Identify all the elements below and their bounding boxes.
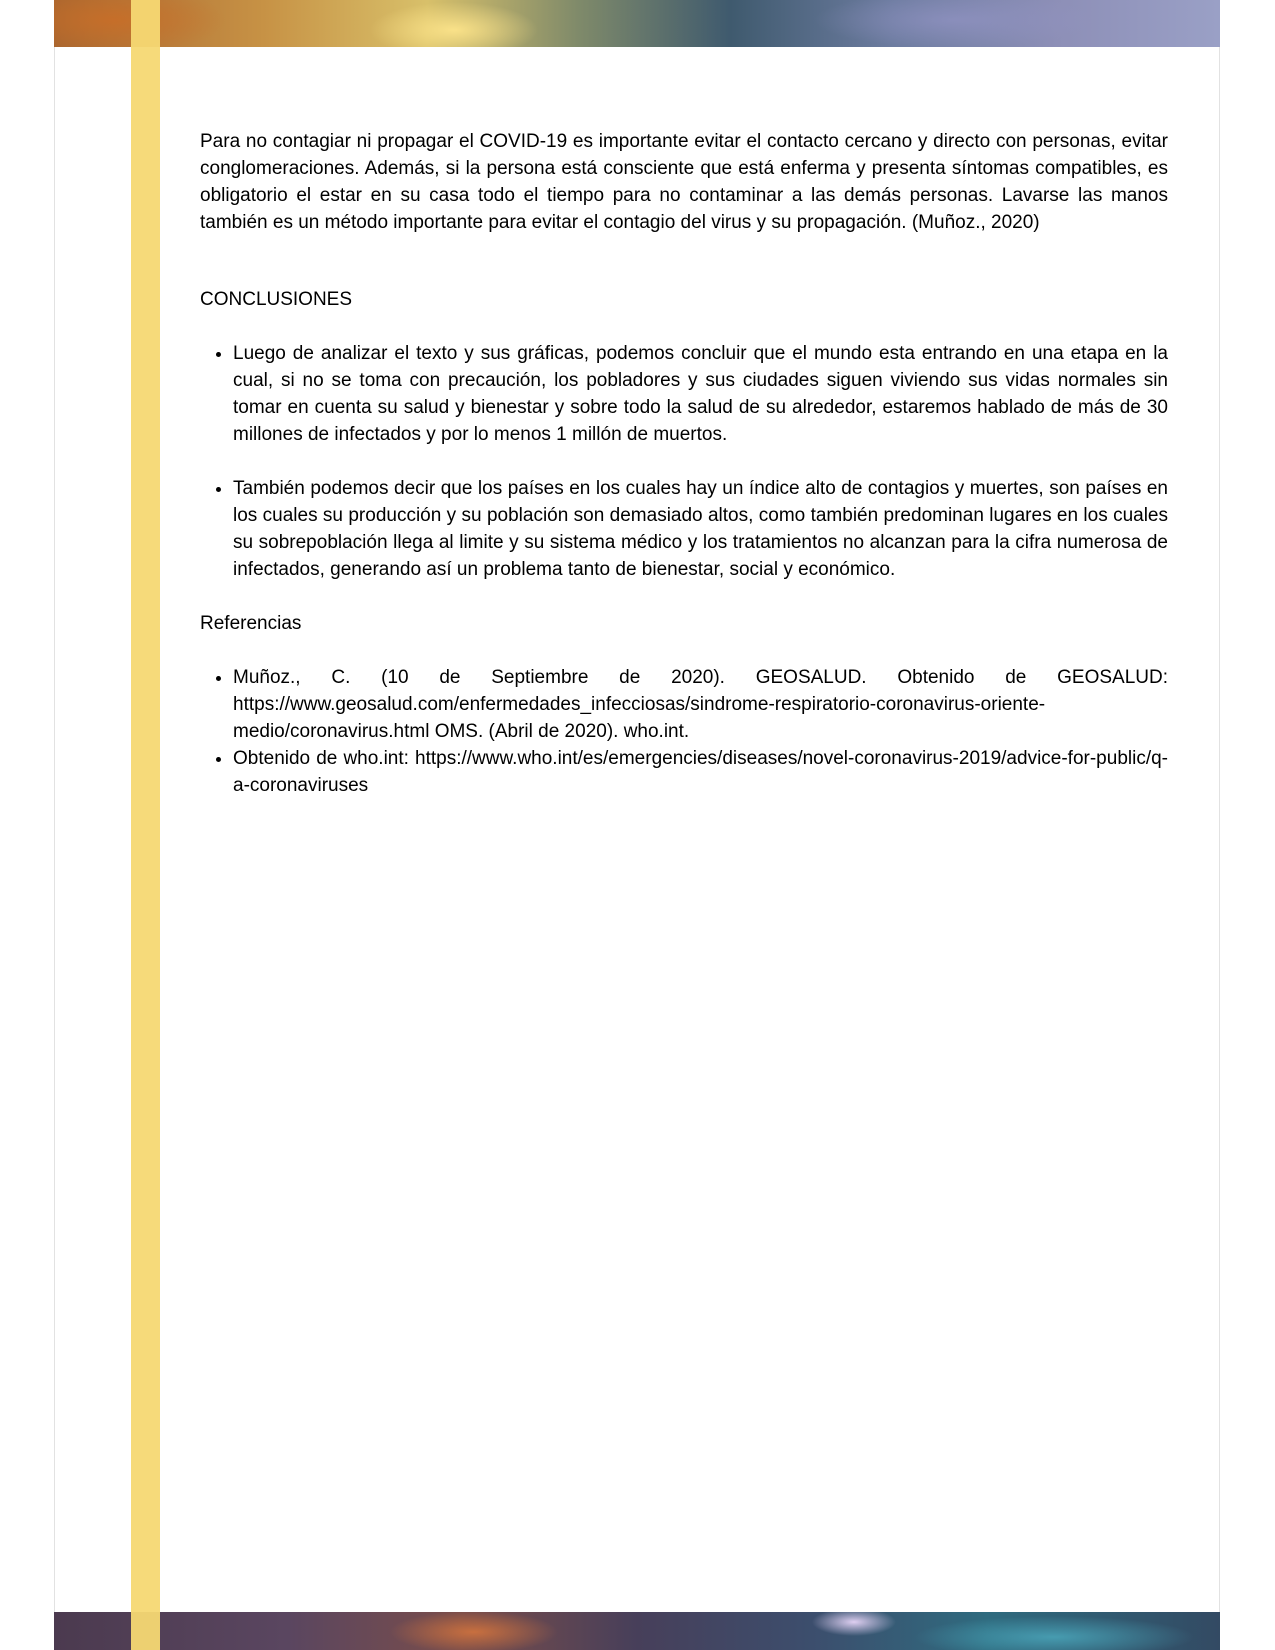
references-heading: Referencias [200, 613, 302, 634]
intro-paragraph: Para no contagiar ni propagar el COVID-19 es importante evitar el contacto cercano y directo con personas, evitar conglomeraciones. Además, si la persona está consciente que está enferma y presenta síntomas compatibles, es obligatorio el estar en su casa todo el tiempo para no contaminar a las demás personas. Lavarse las manos también es un método importante para evitar el contagio del virus y su propagación. (Muñoz., 2020) [200, 131, 1168, 233]
top-banner-image [54, 0, 1220, 47]
document-content [200, 128, 1168, 799]
reference-item: • Obtenido de who.int: https://www.who.int/es/emergencies/diseases/novel-coronavirus-2019/advice-for-public/q-a-coronaviruses [233, 745, 1168, 799]
conclusions-heading: CONCLUSIONES [200, 289, 353, 310]
references-list [200, 664, 1168, 799]
conclusion-item: • Luego de analizar el texto y sus gráficas, podemos concluir que el mundo esta entrando en una etapa en la cual, si no se toma con precaución, los pobladores y sus ciudades siguen viviendo sus vidas normales sin tomar en cuenta su salud y bienestar y sobre todo la salud de su alrededor, estaremos hablado de más de 30 millones de infectados y por lo menos 1 millón de muertos. [233, 340, 1168, 448]
conclusion-item: • También podemos decir que los países en los cuales hay un índice alto de contagios y muertes, son países en los cuales su producción y su población son demasiado altos, como también predominan lugares en los cuales su sobrepoblación llega al limite y su sistema médico y los tratamientos no alcanzan para la cifra numerosa de infectados, generando así un problema tanto de bienestar, social y económico. [233, 475, 1168, 583]
conclusions-list [200, 340, 1168, 583]
reference-item: • Muñoz., C. (10 de Septiembre de 2020). GEOSALUD. Obtenido de GEOSALUD: https://www.geosalud.com/enfermedades_infecciosas/sindrome-respiratorio-coronavirus-oriente-medio/coronavirus.html OMS. (Abril de 2020). who.int. [233, 664, 1168, 745]
bottom-banner-image [54, 1612, 1220, 1650]
accent-stripe [131, 0, 160, 1650]
